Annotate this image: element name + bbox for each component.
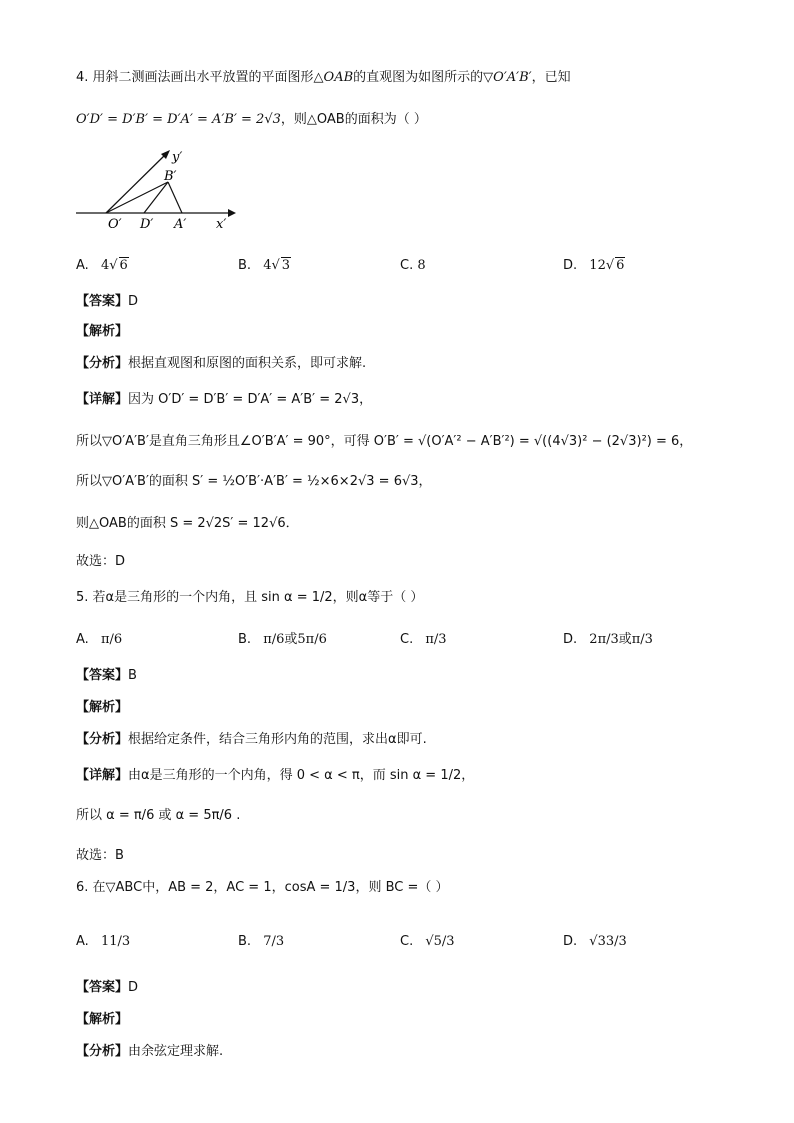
q4-stem-mid: 的直观图为如图所示的 bbox=[353, 70, 484, 85]
label-d: D′ bbox=[140, 217, 154, 232]
option-letter: C. bbox=[400, 632, 414, 647]
q5-stem: 5. 若α是三角形的一个内角，且 sin α = 1/2，则α等于（ ） bbox=[76, 590, 424, 605]
q4-line2: 所以▽O′A′B′是直角三角形且∠O′B′A′ = 90°，可得 O′B′ = √(O′A′² − A′B′²) = √((4√3)² − (2√3)²) = 6， bbox=[76, 434, 693, 449]
q6-option-a[interactable] bbox=[76, 932, 130, 952]
answer-value: D bbox=[128, 294, 139, 309]
q4-analysis-title: 【解析】 bbox=[76, 324, 129, 339]
q4-option-b[interactable] bbox=[238, 256, 291, 276]
answer-label: 【答案】 bbox=[76, 294, 129, 309]
q5-conclusion: 故选：B bbox=[76, 848, 124, 863]
q5-analysis-title: 【解析】 bbox=[76, 700, 129, 715]
option-letter: C. bbox=[400, 934, 414, 949]
q5-option-d-value: 2π/3或π/3 bbox=[589, 632, 653, 647]
segment-ob bbox=[106, 182, 168, 213]
q4-stem bbox=[76, 68, 571, 88]
xiangjie-label: 【详解】 bbox=[76, 392, 129, 407]
fenxi-label: 【分析】 bbox=[76, 356, 129, 371]
q6-option-a-value: 11/3 bbox=[100, 934, 131, 949]
label-a: A′ bbox=[174, 217, 187, 232]
q4-fenxi bbox=[76, 354, 366, 374]
segment-ab bbox=[168, 182, 182, 213]
q6-option-d[interactable] bbox=[563, 932, 627, 952]
fenxi-text: 根据给定条件，结合三角形内角的范围，求出α即可. bbox=[128, 732, 427, 747]
q4-figure bbox=[70, 140, 240, 236]
q5-xiangjie bbox=[76, 766, 474, 786]
q4-triangle-prime: ▽O′A′B′ bbox=[483, 70, 532, 85]
q6-stem: 6. 在▽ABC中，AB = 2，AC = 1，cosA = 1/3，则 BC =（ ） bbox=[76, 880, 449, 895]
q6-option-b-value: 7/3 bbox=[263, 934, 285, 949]
q5-fenxi bbox=[76, 730, 427, 750]
q6-option-b[interactable] bbox=[238, 932, 284, 952]
q4-option-b-value: 4√ 3 bbox=[263, 258, 291, 273]
q5-answer bbox=[76, 666, 137, 686]
q4-stem-prefix: 4. 用斜二测画法画出水平放置的平面图形 bbox=[76, 70, 314, 85]
option-letter: B. bbox=[238, 632, 252, 647]
q4-option-d[interactable] bbox=[563, 256, 625, 276]
q4-line4: 则△OAB的面积 S = 2√2S′ = 12√6． bbox=[76, 516, 299, 531]
q6-option-c-value: √5/3 bbox=[425, 934, 455, 949]
q6-fenxi bbox=[76, 1042, 223, 1062]
q5-option-a[interactable] bbox=[76, 630, 122, 650]
fenxi-text: 由余弦定理求解. bbox=[128, 1044, 224, 1059]
q6-option-d-value: √33/3 bbox=[589, 934, 627, 949]
q4-answer bbox=[76, 292, 138, 312]
option-letter: A. bbox=[76, 632, 89, 647]
q5-option-c-value: π/3 bbox=[425, 632, 447, 647]
option-letter: B. bbox=[238, 934, 252, 949]
answer-label: 【答案】 bbox=[76, 980, 129, 995]
label-b: B′ bbox=[164, 169, 177, 184]
q6-answer bbox=[76, 978, 138, 998]
answer-value: D bbox=[128, 980, 139, 995]
option-letter: D. bbox=[563, 632, 578, 647]
option-letter: C. bbox=[400, 258, 414, 273]
q5-option-c[interactable] bbox=[400, 630, 447, 650]
y-axis bbox=[106, 154, 166, 213]
q4-triangle-oab: △OAB bbox=[313, 70, 354, 85]
fenxi-text: 根据直观图和原图的面积关系，即可求解. bbox=[128, 356, 367, 371]
q4-option-c[interactable] bbox=[400, 256, 426, 276]
q4-option-c-value: 8 bbox=[417, 258, 426, 273]
x-axis-arrow bbox=[228, 209, 236, 217]
answer-label: 【答案】 bbox=[76, 668, 129, 683]
fenxi-label: 【分析】 bbox=[76, 732, 129, 747]
segment-db bbox=[144, 182, 168, 213]
q4-condition: O′D′ = D′B′ = D′A′ = A′B′ = 2√3 bbox=[76, 112, 281, 127]
q4-option-a[interactable] bbox=[76, 256, 129, 276]
xiangjie-label: 【详解】 bbox=[76, 768, 129, 783]
option-letter: D. bbox=[563, 258, 578, 273]
q4-condition-line bbox=[76, 110, 427, 130]
option-letter: D. bbox=[563, 934, 578, 949]
answer-value: B bbox=[128, 668, 137, 683]
label-o: O′ bbox=[108, 217, 122, 232]
q4-line3: 所以▽O′A′B′的面积 S′ = ½O′B′·A′B′ = ½×6×2√3 = 6√3， bbox=[76, 474, 432, 489]
q4-stem-suffix: ，已知 bbox=[531, 70, 571, 85]
q4-option-a-value: 4√ 6 bbox=[100, 258, 128, 273]
q4-conclusion: 故选：D bbox=[76, 554, 126, 569]
option-letter: B. bbox=[238, 258, 252, 273]
xiangjie-text: 由α是三角形的一个内角，得 0 < α < π，而 sin α = 1/2， bbox=[128, 768, 475, 783]
q4-ask: ，则△OAB的面积为（ ） bbox=[280, 112, 427, 127]
q5-option-b[interactable] bbox=[238, 630, 327, 650]
q6-option-c[interactable] bbox=[400, 932, 455, 952]
label-x: x′ bbox=[216, 217, 227, 232]
q4-option-d-value: 12√ 6 bbox=[589, 258, 625, 273]
option-letter: A. bbox=[76, 934, 89, 949]
option-letter: A. bbox=[76, 258, 89, 273]
fenxi-label: 【分析】 bbox=[76, 1044, 129, 1059]
q5-option-a-value: π/6 bbox=[100, 632, 123, 647]
q5-option-b-value: π/6或5π/6 bbox=[263, 632, 327, 647]
q4-xiangjie bbox=[76, 390, 372, 410]
xiangjie-text: 因为 O′D′ = D′B′ = D′A′ = A′B′ = 2√3， bbox=[128, 392, 373, 407]
q6-analysis-title: 【解析】 bbox=[76, 1012, 129, 1027]
q5-line2: 所以 α = π/6 或 α = 5π/6 . bbox=[76, 808, 241, 823]
label-y: y′ bbox=[172, 150, 183, 165]
q5-option-d[interactable] bbox=[563, 630, 653, 650]
